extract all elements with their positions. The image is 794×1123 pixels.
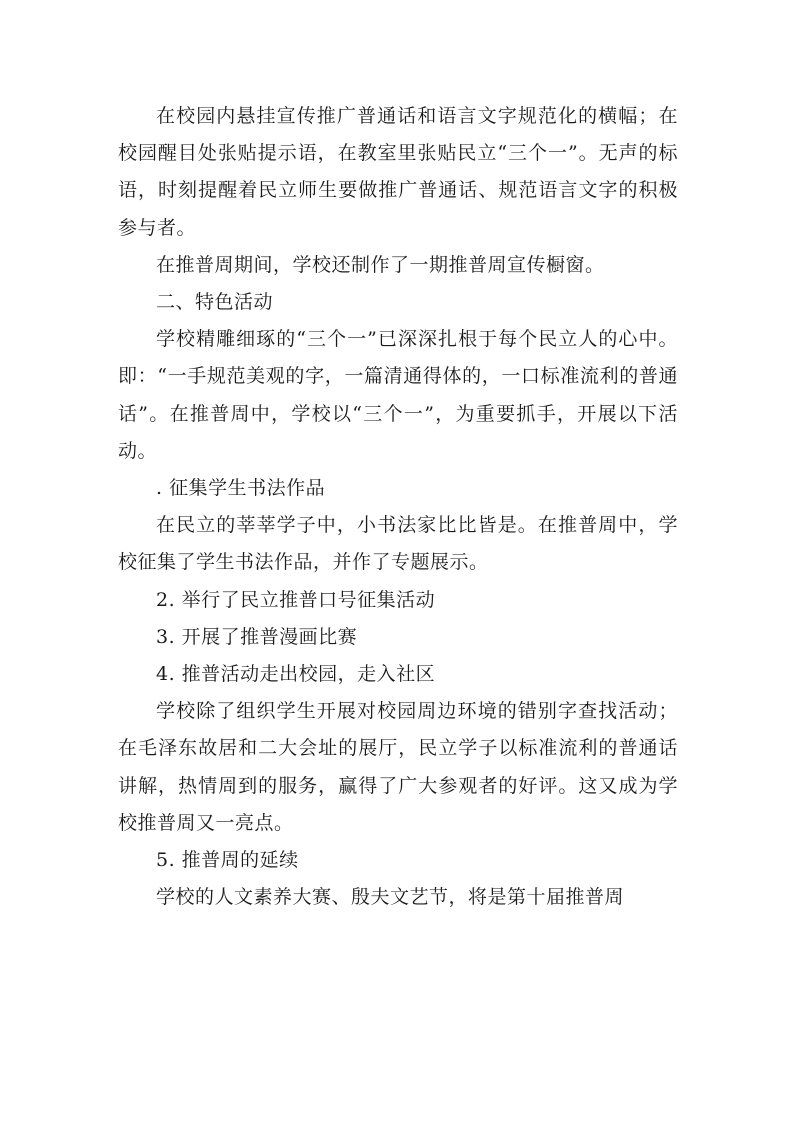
item-heading-community: 4. 推普活动走出校园，走入社区 bbox=[156, 663, 436, 686]
item-heading-continuation: 5. 推普周的延续 bbox=[156, 849, 299, 872]
paragraph-calligraphy: 在民立的莘莘学子中，小书法家比比皆是。在推普周中，学校征集了学生书法作品，并作了专题展示。 bbox=[118, 514, 678, 574]
section-heading-special-activities: 二、特色活动 bbox=[156, 291, 274, 314]
paragraph-banners: 在校园内悬挂宣传推广普通话和语言文字规范化的横幅；在校园醒目处张贴提示语，在教室里张贴民立“三个一”。无声的标语，时刻提醒着民立师生要做推广普通话、规范语言文字的积极参与者。 bbox=[118, 105, 678, 239]
item-heading-slogan: 2. 举行了民立推普口号征集活动 bbox=[156, 588, 436, 611]
item-heading-comic: 3. 开展了推普漫画比赛 bbox=[156, 625, 358, 648]
paragraph-three-ones: 学校精雕细琢的“三个一”已深深扎根于每个民立人的心中。即：“一手规范美观的字，一篇清通得体的，一口标准流利的普通话”。在推普周中，学校以“三个一”，为重要抓手，开展以下活动。 bbox=[118, 328, 678, 462]
item-heading-calligraphy: . 征集学生书法作品 bbox=[156, 477, 326, 500]
document-body bbox=[118, 98, 678, 916]
paragraph-community: 学校除了组织学生开展对校园周边环境的错别字查找活动；在毛泽东故居和二大会址的展厅，民立学子以标准流利的普通话讲解，热情周到的服务，赢得了广大参观者的好评。这又成为学校推普周又一亮点。 bbox=[118, 700, 678, 834]
paragraph-continuation: 学校的人文素养大赛、殷夫文艺节，将是第十届推普周 bbox=[156, 886, 625, 909]
paragraph-showcase: 在推普周期间，学校还制作了一期推普周宣传橱窗。 bbox=[156, 253, 605, 276]
